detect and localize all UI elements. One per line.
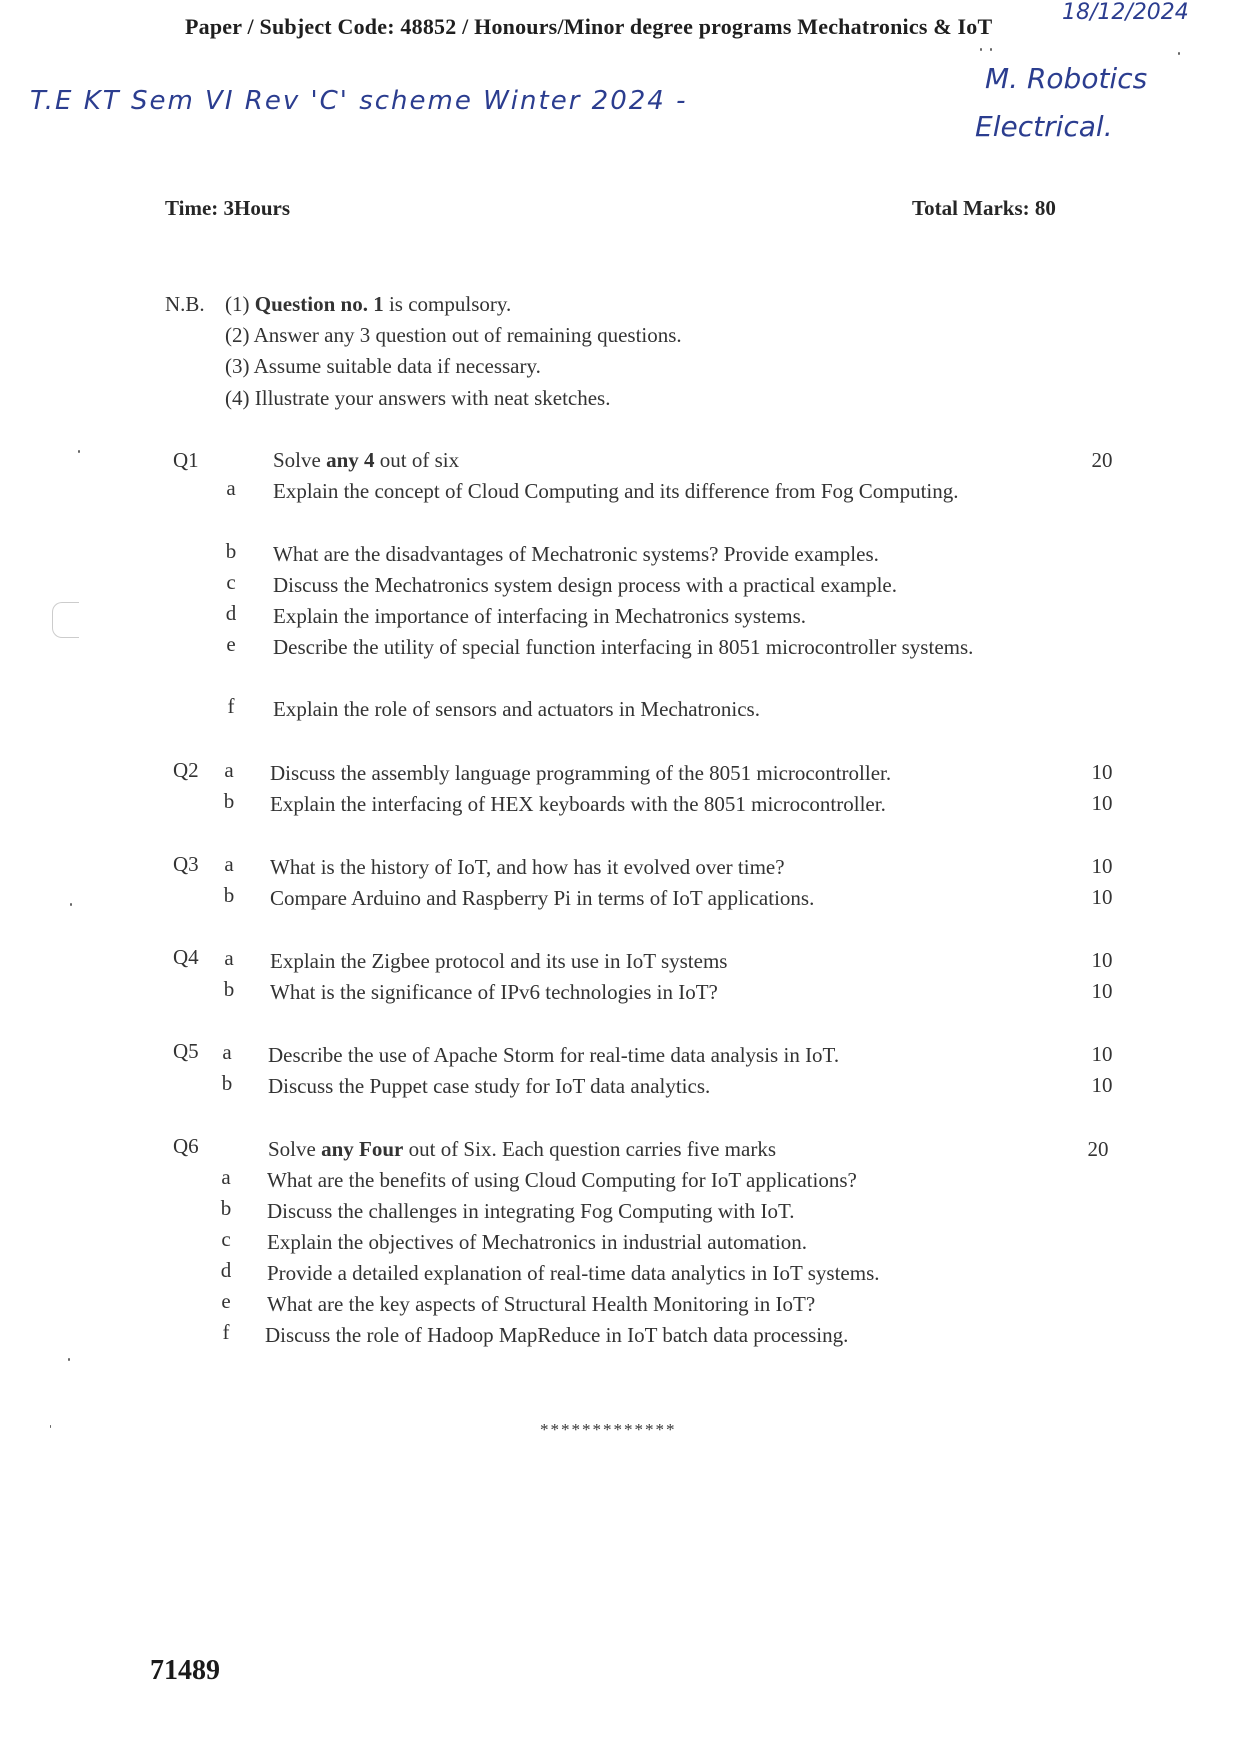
instruction-item: (4) Illustrate your answers with neat sketches. bbox=[225, 386, 611, 410]
part-text: Explain the concept of Cloud Computing and its difference from Fog Computing. bbox=[273, 479, 959, 503]
part-text: What are the key aspects of Structural Health Monitoring in IoT? bbox=[267, 1292, 816, 1316]
handwritten-branch-robotics: M. Robotics bbox=[985, 62, 1148, 95]
part-text: What are the benefits of using Cloud Computing for IoT applications? bbox=[267, 1168, 857, 1192]
handwritten-course-note: T.E KT Sem VI Rev 'C' scheme Winter 2024 - bbox=[30, 86, 688, 116]
question-intro: Solve any 4 out of six bbox=[273, 448, 460, 472]
nb-label: N.B. bbox=[165, 292, 205, 316]
part-text: Explain the Zigbee protocol and its use in IoT systems bbox=[270, 949, 728, 973]
instruction-item: (2) Answer any 3 question out of remaining questions. bbox=[225, 323, 682, 347]
part-letter: f bbox=[222, 1320, 230, 1344]
part-marks: 10 bbox=[1091, 885, 1113, 909]
end-of-paper-stars: ************* bbox=[540, 1420, 677, 1439]
part-letter: a bbox=[226, 476, 236, 500]
paper-code-number: 71489 bbox=[150, 1655, 220, 1686]
part-text: Discuss the assembly language programming of the 8051 microcontroller. bbox=[270, 761, 892, 785]
question-number: Q2 bbox=[173, 758, 199, 782]
part-text: Describe the utility of special function interfacing in 8051 microcontroller systems. bbox=[273, 635, 974, 659]
part-text: What is the significance of IPv6 technologies in IoT? bbox=[270, 980, 718, 1004]
part-letter: a bbox=[221, 1165, 231, 1189]
part-marks: 10 bbox=[1091, 979, 1113, 1003]
part-letter: a bbox=[224, 758, 234, 782]
scan-margin-mark bbox=[52, 602, 79, 638]
handwritten-date: 18/12/2024 bbox=[1062, 0, 1189, 25]
question-marks: 20 bbox=[1091, 448, 1113, 472]
scan-speck bbox=[78, 450, 80, 453]
scan-speck bbox=[1178, 52, 1180, 55]
part-text: Explain the role of sensors and actuators in Mechatronics. bbox=[273, 697, 760, 721]
instruction-item: (1) Question no. 1 is compulsory. bbox=[225, 292, 512, 316]
part-letter: c bbox=[226, 570, 236, 594]
part-letter: f bbox=[227, 694, 235, 718]
question-number: Q5 bbox=[173, 1039, 199, 1063]
part-letter: b bbox=[223, 883, 235, 907]
part-text: Compare Arduino and Raspberry Pi in terms of IoT applications. bbox=[270, 886, 815, 910]
total-marks: Total Marks: 80 bbox=[912, 196, 1056, 220]
part-letter: a bbox=[224, 946, 234, 970]
scan-speck bbox=[50, 1425, 51, 1428]
scan-speck bbox=[70, 903, 72, 906]
part-text: Discuss the challenges in integrating Fog Computing with IoT. bbox=[267, 1199, 795, 1223]
question-marks: 20 bbox=[1087, 1137, 1109, 1161]
question-number: Q4 bbox=[173, 945, 199, 969]
part-marks: 10 bbox=[1091, 791, 1113, 815]
part-text: Describe the use of Apache Storm for real-time data analysis in IoT. bbox=[268, 1043, 840, 1067]
part-text: Provide a detailed explanation of real-time data analytics in IoT systems. bbox=[267, 1261, 880, 1285]
scan-speck bbox=[980, 48, 982, 51]
part-text: Discuss the role of Hadoop MapReduce in IoT batch data processing. bbox=[265, 1323, 849, 1347]
part-text: Explain the objectives of Mechatronics in industrial automation. bbox=[267, 1230, 808, 1254]
part-letter: e bbox=[221, 1289, 231, 1313]
part-marks: 10 bbox=[1091, 760, 1113, 784]
part-text: Explain the importance of interfacing in Mechatronics systems. bbox=[273, 604, 807, 628]
part-marks: 10 bbox=[1091, 948, 1113, 972]
part-letter: b bbox=[220, 1196, 232, 1220]
part-text: Explain the interfacing of HEX keyboards with the 8051 microcontroller. bbox=[270, 792, 886, 816]
part-marks: 10 bbox=[1091, 1042, 1113, 1066]
part-letter: b bbox=[221, 1071, 233, 1095]
scan-speck bbox=[68, 1358, 70, 1361]
part-letter: d bbox=[220, 1258, 232, 1282]
part-letter: a bbox=[224, 852, 234, 876]
part-letter: d bbox=[225, 601, 237, 625]
part-letter: b bbox=[223, 977, 235, 1001]
question-number: Q1 bbox=[173, 448, 199, 472]
part-letter: b bbox=[225, 539, 237, 563]
handwritten-branch-electrical: Electrical. bbox=[975, 110, 1113, 143]
exam-time: Time: 3Hours bbox=[165, 196, 291, 220]
part-letter: b bbox=[223, 789, 235, 813]
question-number: Q6 bbox=[173, 1134, 199, 1158]
part-text: What is the history of IoT, and how has it evolved over time? bbox=[270, 855, 785, 879]
question-intro: Solve any Four out of Six. Each question carries five marks bbox=[268, 1137, 777, 1161]
part-letter: c bbox=[221, 1227, 231, 1251]
part-text: What are the disadvantages of Mechatronic systems? Provide examples. bbox=[273, 542, 879, 566]
scan-speck bbox=[990, 48, 992, 51]
part-text: Discuss the Mechatronics system design process with a practical example. bbox=[273, 573, 897, 597]
part-text: Discuss the Puppet case study for IoT data analytics. bbox=[268, 1074, 711, 1098]
paper-title: Paper / Subject Code: 48852 / Honours/Minor degree programs Mechatronics & IoT bbox=[185, 14, 993, 39]
part-letter: a bbox=[222, 1040, 232, 1064]
instruction-item: (3) Assume suitable data if necessary. bbox=[225, 354, 541, 378]
question-number: Q3 bbox=[173, 852, 199, 876]
part-marks: 10 bbox=[1091, 1073, 1113, 1097]
part-letter: e bbox=[226, 632, 236, 656]
part-marks: 10 bbox=[1091, 854, 1113, 878]
